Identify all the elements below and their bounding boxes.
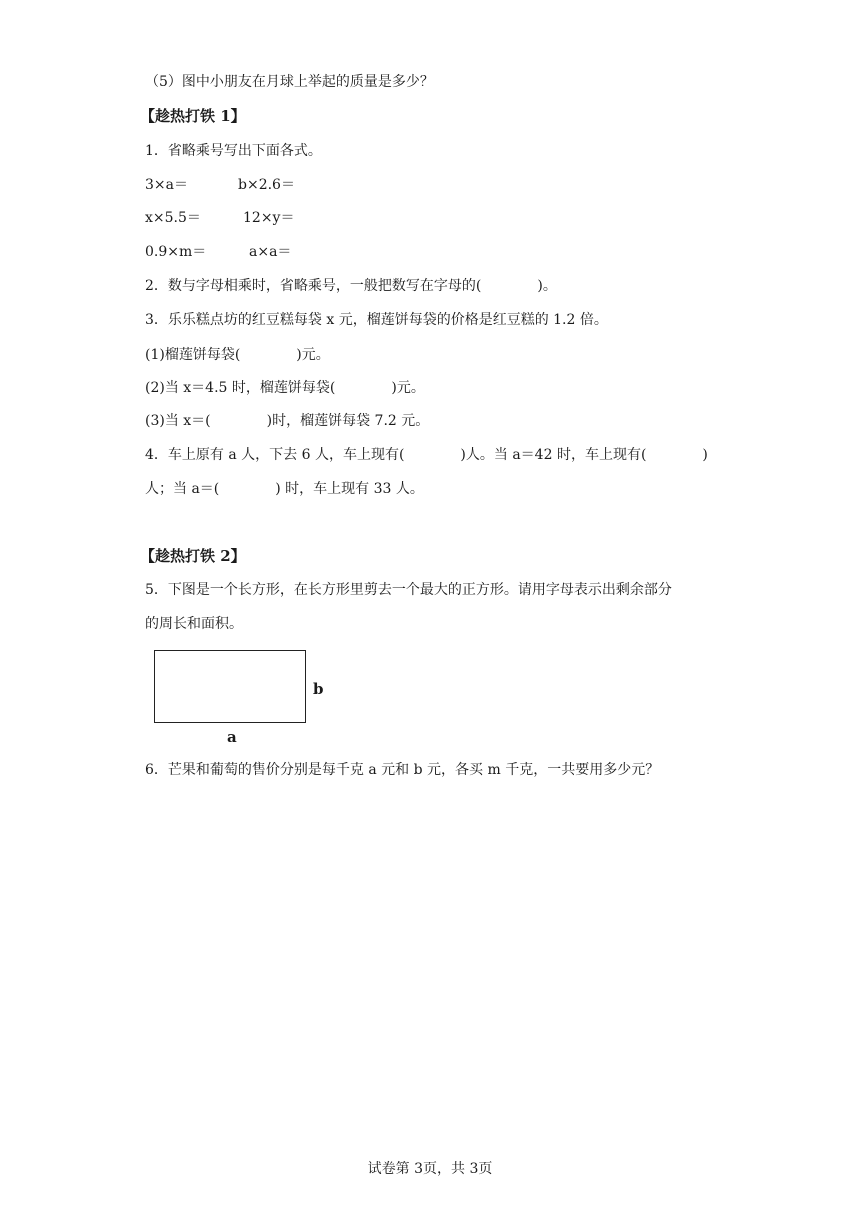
expr-12y: 12×y＝ <box>243 210 295 226</box>
section-heading-2: 【趁热打铁 2】 <box>140 547 246 565</box>
question-3-2: (2)当 x＝4.5 时，榴莲饼每袋( )元。 <box>145 380 425 396</box>
page-footer: 试卷第 3页，共 3页 <box>367 1161 493 1177</box>
question-1: 1．省略乘号写出下面各式。 <box>145 143 322 159</box>
expr-09m: 0.9×m＝ <box>145 244 207 260</box>
question-4-line2: 人；当 a＝( ) 时，车上现有 33 人。 <box>145 481 424 497</box>
question-5-line1: 5．下图是一个长方形，在长方形里剪去一个最大的正方形。请用字母表示出剩余部分 <box>145 582 672 598</box>
expr-b26: b×2.6＝ <box>238 177 295 193</box>
label-b: b <box>313 680 324 698</box>
expr-3a: 3×a＝ <box>145 177 188 193</box>
question-5-line2: 的周长和面积。 <box>145 616 243 632</box>
rectangle-figure <box>154 650 306 723</box>
expr-x55: x×5.5＝ <box>145 210 201 226</box>
question-4-line1: 4．车上原有 a 人，下去 6 人，车上现有( )人。当 a＝42 时，车上现有( ) <box>145 447 708 463</box>
label-a: a <box>227 728 237 746</box>
question-3: 3．乐乐糕点坊的红豆糕每袋 x 元，榴莲饼每袋的价格是红豆糕的 1.2 倍。 <box>145 312 608 328</box>
question-2: 2．数与字母相乘时，省略乘号，一般把数写在字母的( )。 <box>145 278 557 294</box>
question-3-3: (3)当 x＝( )时，榴莲饼每袋 7.2 元。 <box>145 413 430 429</box>
question-6: 6．芒果和葡萄的售价分别是每千克 a 元和 b 元，各买 m 千克，一共要用多少元？ <box>145 762 660 778</box>
question-5-part: （5）图中小朋友在月球上举起的质量是多少？ <box>145 74 434 90</box>
expr-axa: a×a＝ <box>249 244 292 260</box>
question-3-1: (1)榴莲饼每袋( )元。 <box>145 347 330 363</box>
section-heading-1: 【趁热打铁 1】 <box>140 107 246 125</box>
